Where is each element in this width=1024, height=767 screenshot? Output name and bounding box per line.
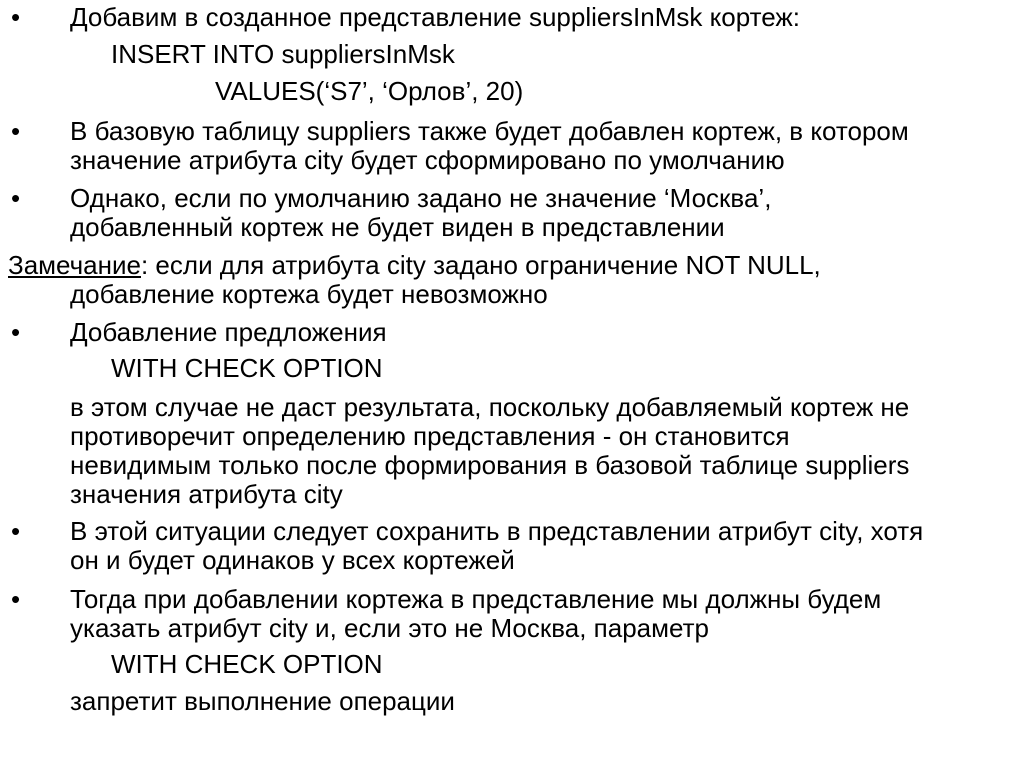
paragraph-line: значение атрибута city будет сформировано по умолчанию — [70, 145, 785, 175]
paragraph-check-option — [0, 318, 1024, 508]
paragraph-line: невидимым только после формирования в базовой таблице suppliers — [70, 450, 910, 480]
note-block — [8, 251, 821, 309]
paragraph-line: Однако, если по умолчанию задано не значение ‘Москва’, — [70, 183, 772, 213]
note-label: Замечание — [8, 250, 141, 280]
paragraph-text: Добавление предложения — [70, 317, 387, 347]
bullet: • — [11, 317, 21, 347]
paragraph-insert-example — [0, 3, 1024, 113]
bullet: • — [11, 516, 21, 546]
paragraph-keep-city — [0, 517, 1024, 577]
bullet: • — [11, 183, 21, 213]
bullet: • — [11, 116, 21, 146]
paragraph-line: запретит выполнение операции — [70, 686, 455, 716]
code-line-check-option: WITH CHECK OPTION — [111, 353, 383, 383]
paragraph-default-value — [0, 184, 1024, 244]
code-line-values: VALUES(‘S7’, ‘Орлов’, 20) — [215, 76, 524, 106]
paragraph-line: он и будет одинаков у всех кортежей — [70, 545, 515, 575]
paragraph-line: добавленный кортеж не будет виден в представлении — [70, 212, 725, 242]
paragraph-line: Тогда при добавлении кортежа в представление мы должны будем — [70, 584, 882, 614]
paragraph-line: В этой ситуации следует сохранить в представлении атрибут city, хотя — [70, 516, 924, 546]
paragraph-line: указать атрибут city и, если это не Москва, параметр — [70, 613, 709, 643]
bullet: • — [11, 584, 21, 614]
paragraph-base-table — [0, 117, 1024, 177]
note-continuation: добавление кортежа будет невозможно — [70, 279, 548, 309]
paragraph-line: значения атрибута city — [70, 479, 343, 509]
code-line-check-option: WITH CHECK OPTION — [111, 649, 383, 679]
note-text: : если для атрибута city задано ограничение NOT NULL, — [140, 250, 821, 280]
paragraph-line: в этом случае не даст результата, поскольку добавляемый кортеж не — [70, 392, 910, 422]
paragraph-specify-city — [0, 585, 1024, 720]
code-line-insert: INSERT INTO suppliersInMsk — [111, 39, 455, 69]
paragraph-line: противоречит определению представления - он становится — [70, 421, 790, 451]
paragraph-text: Добавим в созданное представление suppliersInMsk кортеж: — [70, 2, 801, 32]
bullet: • — [11, 2, 21, 32]
paragraph-line: В базовую таблицу suppliers также будет добавлен кортеж, в котором — [70, 116, 909, 146]
